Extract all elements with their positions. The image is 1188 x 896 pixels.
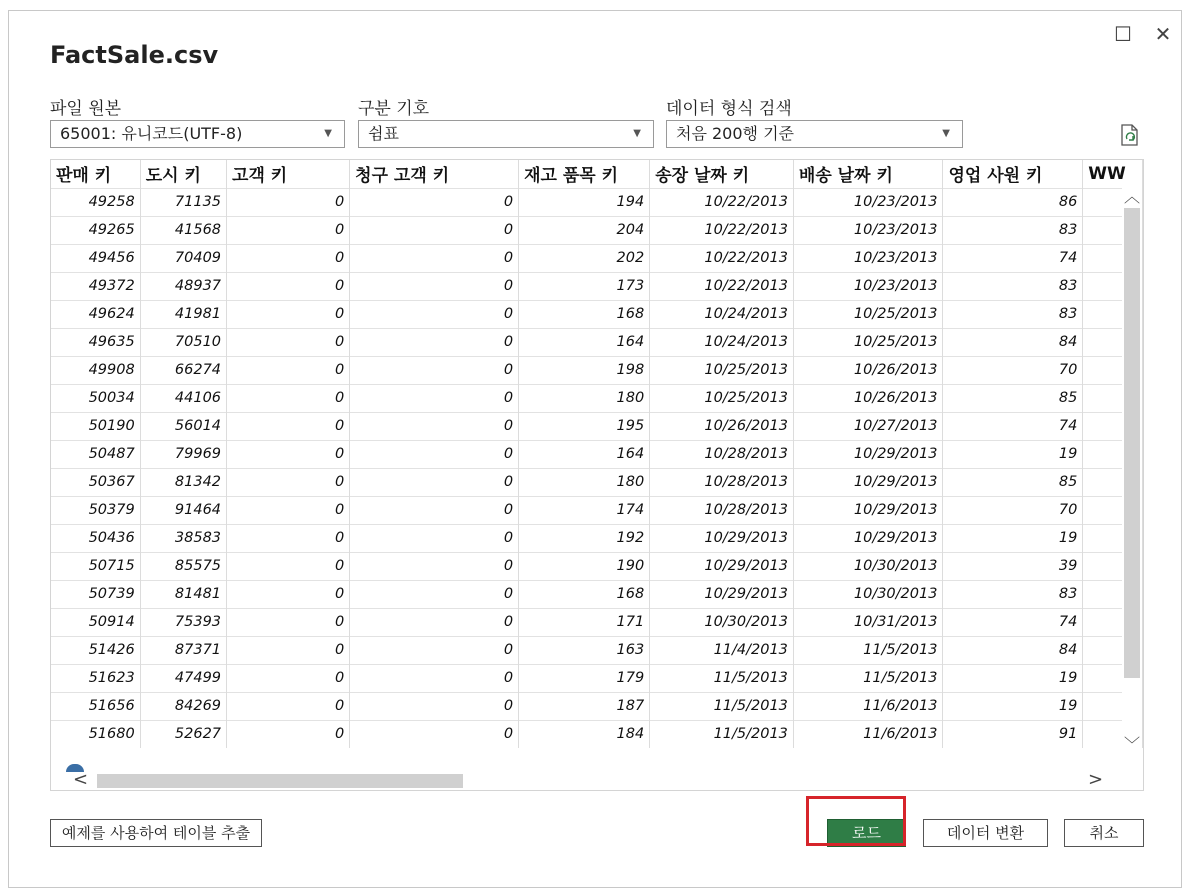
column-header[interactable]: WW	[1083, 160, 1143, 188]
data-type-detection-select[interactable]	[666, 120, 963, 148]
table-cell: 0	[350, 384, 519, 412]
table-cell: 0	[227, 468, 350, 496]
csv-import-dialog	[8, 10, 1182, 888]
table-cell: 0	[350, 664, 519, 692]
data-type-detection-label: 데이터 형식 검색	[666, 99, 792, 119]
table-cell: 50739	[51, 580, 140, 608]
table-cell: 0	[227, 244, 350, 272]
table-cell: 84269	[140, 692, 226, 720]
table-cell: 11/5/2013	[650, 692, 794, 720]
table-cell: 49635	[51, 328, 140, 356]
table-row	[51, 384, 1143, 412]
table-cell: 10/30/2013	[793, 580, 943, 608]
table-row	[51, 412, 1143, 440]
table-cell: 10/28/2013	[650, 440, 794, 468]
table-cell: 51680	[51, 720, 140, 748]
close-icon[interactable]: ✕	[1154, 22, 1172, 46]
table-cell: 41568	[140, 216, 226, 244]
table-row	[51, 524, 1143, 552]
table-cell: 0	[350, 608, 519, 636]
table-cell: 49258	[51, 188, 140, 216]
load-button-highlight	[806, 796, 906, 846]
table-cell: 10/22/2013	[650, 216, 794, 244]
table-cell: 0	[350, 244, 519, 272]
table-cell: 0	[227, 496, 350, 524]
table-cell: 190	[519, 552, 650, 580]
table-cell: 10/28/2013	[650, 496, 794, 524]
maximize-icon[interactable]: ☐	[1114, 22, 1132, 46]
table-cell: 84	[943, 636, 1083, 664]
table-cell: 0	[350, 496, 519, 524]
table-cell: 50367	[51, 468, 140, 496]
table-cell: 10/29/2013	[793, 440, 943, 468]
table-cell: 50914	[51, 608, 140, 636]
table-cell: 10/31/2013	[793, 608, 943, 636]
table-cell: 70	[943, 356, 1083, 384]
table-cell: 0	[350, 580, 519, 608]
horizontal-scrollbar[interactable]	[51, 770, 1122, 790]
table-cell: 0	[227, 580, 350, 608]
delimiter-select[interactable]	[358, 120, 654, 148]
table-row	[51, 496, 1143, 524]
table-cell: 10/26/2013	[793, 384, 943, 412]
table-cell: 0	[227, 300, 350, 328]
table-cell: 10/23/2013	[793, 244, 943, 272]
table-cell: 51426	[51, 636, 140, 664]
table-cell: 180	[519, 468, 650, 496]
table-cell: 52627	[140, 720, 226, 748]
transform-data-button[interactable]: 데이터 변환	[923, 819, 1048, 847]
table-cell: 168	[519, 580, 650, 608]
table-cell: 168	[519, 300, 650, 328]
chevron-down-icon: ▼	[324, 128, 332, 139]
table-row	[51, 664, 1143, 692]
table-cell: 0	[227, 552, 350, 580]
file-origin-label: 파일 원본	[50, 99, 122, 119]
refresh-document-icon[interactable]	[1119, 123, 1141, 147]
table-cell: 0	[227, 384, 350, 412]
table-cell: 51623	[51, 664, 140, 692]
table-cell: 44106	[140, 384, 226, 412]
table-cell: 0	[350, 300, 519, 328]
file-origin-select[interactable]	[50, 120, 345, 148]
table-cell: 0	[350, 216, 519, 244]
table-cell: 10/29/2013	[650, 552, 794, 580]
table-cell: 10/29/2013	[793, 496, 943, 524]
table-cell: 81342	[140, 468, 226, 496]
table-cell: 173	[519, 272, 650, 300]
table-cell: 49908	[51, 356, 140, 384]
column-header[interactable]: 고객 키	[227, 160, 350, 188]
table-cell: 10/29/2013	[793, 468, 943, 496]
table-cell: 0	[350, 440, 519, 468]
table-cell: 56014	[140, 412, 226, 440]
table-cell: 10/24/2013	[650, 328, 794, 356]
table-cell: 70409	[140, 244, 226, 272]
table-cell: 10/22/2013	[650, 272, 794, 300]
table-cell: 11/6/2013	[793, 720, 943, 748]
table-cell: 10/25/2013	[650, 384, 794, 412]
table-cell: 83	[943, 272, 1083, 300]
table-cell: 50379	[51, 496, 140, 524]
table-cell: 0	[350, 328, 519, 356]
table-cell: 49372	[51, 272, 140, 300]
column-header[interactable]: 청구 고객 키	[350, 160, 519, 188]
dialog-title: FactSale.csv	[50, 41, 219, 69]
table-cell: 164	[519, 328, 650, 356]
table-cell: 0	[350, 636, 519, 664]
table-cell: 19	[943, 524, 1083, 552]
table-cell: 10/30/2013	[793, 552, 943, 580]
table-cell: 184	[519, 720, 650, 748]
table-cell: 10/29/2013	[793, 524, 943, 552]
table-cell: 11/5/2013	[650, 720, 794, 748]
table-cell: 10/23/2013	[793, 216, 943, 244]
table-row	[51, 272, 1143, 300]
column-header[interactable]: 영업 사원 키	[943, 160, 1083, 188]
table-cell: 10/22/2013	[650, 244, 794, 272]
table-row	[51, 608, 1143, 636]
table-cell: 0	[227, 328, 350, 356]
table-cell: 171	[519, 608, 650, 636]
table-cell: 74	[943, 412, 1083, 440]
table-cell: 187	[519, 692, 650, 720]
table-cell: 0	[227, 692, 350, 720]
table-cell: 202	[519, 244, 650, 272]
table-cell: 0	[350, 524, 519, 552]
table-row	[51, 328, 1143, 356]
table-cell: 0	[227, 636, 350, 664]
table-cell: 50715	[51, 552, 140, 580]
scroll-down-icon[interactable]: ﹀	[1123, 735, 1140, 754]
table-cell: 39	[943, 552, 1083, 580]
table-cell: 48937	[140, 272, 226, 300]
table-cell: 75393	[140, 608, 226, 636]
table-cell: 85575	[140, 552, 226, 580]
table-cell: 0	[227, 272, 350, 300]
table-cell: 74	[943, 244, 1083, 272]
table-cell: 49624	[51, 300, 140, 328]
horizontal-scroll-thumb[interactable]	[97, 774, 463, 788]
delimiter-label: 구분 기호	[358, 99, 430, 119]
table-cell: 71135	[140, 188, 226, 216]
scroll-up-icon[interactable]: ︿	[1123, 187, 1140, 206]
table-cell: 19	[943, 692, 1083, 720]
table-cell: 0	[350, 412, 519, 440]
table-row	[51, 300, 1143, 328]
table-body	[51, 188, 1143, 748]
table-cell: 0	[227, 524, 350, 552]
table-cell: 11/4/2013	[650, 636, 794, 664]
table-cell: 198	[519, 356, 650, 384]
table-cell: 0	[227, 188, 350, 216]
table-cell: 70510	[140, 328, 226, 356]
table-cell: 10/25/2013	[793, 300, 943, 328]
table-cell: 10/25/2013	[650, 356, 794, 384]
table-row	[51, 244, 1143, 272]
data-type-detection-value: 처음 200행 기준	[676, 124, 794, 143]
table-cell: 11/5/2013	[793, 664, 943, 692]
table-cell: 49456	[51, 244, 140, 272]
table-cell: 83	[943, 216, 1083, 244]
table-cell: 0	[227, 216, 350, 244]
extract-table-using-examples-button[interactable]: 예제를 사용하여 테이블 추출	[50, 819, 262, 847]
table-cell: 83	[943, 300, 1083, 328]
table-cell: 0	[350, 468, 519, 496]
table-cell: 174	[519, 496, 650, 524]
table-cell: 87371	[140, 636, 226, 664]
table-cell: 91	[943, 720, 1083, 748]
cancel-button[interactable]: 취소	[1064, 819, 1144, 847]
table-cell: 179	[519, 664, 650, 692]
table-cell: 83	[943, 580, 1083, 608]
table-cell: 79969	[140, 440, 226, 468]
table-cell: 164	[519, 440, 650, 468]
table-cell: 70	[943, 496, 1083, 524]
table-cell: 86	[943, 188, 1083, 216]
column-header[interactable]: 재고 품목 키	[519, 160, 650, 188]
table-cell: 180	[519, 384, 650, 412]
table-row	[51, 216, 1143, 244]
table-cell: 0	[350, 356, 519, 384]
scroll-left-icon[interactable]: <	[73, 769, 89, 790]
column-header[interactable]: 도시 키	[140, 160, 226, 188]
scroll-right-icon[interactable]: >	[1088, 769, 1104, 790]
table-row	[51, 580, 1143, 608]
table-cell: 163	[519, 636, 650, 664]
table-cell: 10/26/2013	[650, 412, 794, 440]
table-cell: 84	[943, 328, 1083, 356]
table-cell: 0	[227, 356, 350, 384]
chevron-down-icon: ▼	[942, 128, 950, 139]
column-header[interactable]: 배송 날짜 키	[793, 160, 943, 188]
table-cell: 10/29/2013	[650, 580, 794, 608]
table-cell: 11/5/2013	[650, 664, 794, 692]
table-row	[51, 552, 1143, 580]
table-cell: 85	[943, 468, 1083, 496]
table-row	[51, 188, 1143, 216]
table-cell: 85	[943, 384, 1083, 412]
table-cell: 0	[227, 440, 350, 468]
table-cell: 41981	[140, 300, 226, 328]
file-origin-value: 65001: 유니코드(UTF-8)	[60, 124, 243, 143]
table-row	[51, 692, 1143, 720]
delimiter-value: 쉼표	[368, 124, 399, 143]
table-cell: 10/26/2013	[793, 356, 943, 384]
table-cell: 0	[350, 272, 519, 300]
table-cell: 11/5/2013	[793, 636, 943, 664]
table-cell: 10/25/2013	[793, 328, 943, 356]
column-header[interactable]: 송장 날짜 키	[650, 160, 794, 188]
table-cell: 10/24/2013	[650, 300, 794, 328]
table-cell: 50487	[51, 440, 140, 468]
table-cell: 0	[227, 608, 350, 636]
table-cell: 10/30/2013	[650, 608, 794, 636]
table-cell: 0	[227, 412, 350, 440]
table-cell: 0	[350, 552, 519, 580]
table-cell: 81481	[140, 580, 226, 608]
table-cell: 0	[350, 720, 519, 748]
load-button[interactable]: 로드	[827, 819, 906, 847]
table-cell: 19	[943, 664, 1083, 692]
table-row	[51, 468, 1143, 496]
table-cell: 0	[350, 188, 519, 216]
table-cell: 50034	[51, 384, 140, 412]
table-row	[51, 720, 1143, 748]
table-cell: 91464	[140, 496, 226, 524]
table-cell: 10/29/2013	[650, 524, 794, 552]
table-cell: 11/6/2013	[793, 692, 943, 720]
table-cell: 10/22/2013	[650, 188, 794, 216]
table-cell: 10/28/2013	[650, 468, 794, 496]
table-cell: 192	[519, 524, 650, 552]
table-cell: 47499	[140, 664, 226, 692]
table-cell: 0	[227, 664, 350, 692]
table-row	[51, 356, 1143, 384]
preview-table	[51, 160, 1143, 748]
table-cell: 19	[943, 440, 1083, 468]
table-cell: 0	[350, 692, 519, 720]
table-cell: 0	[227, 720, 350, 748]
chevron-down-icon: ▼	[633, 128, 641, 139]
vertical-scroll-thumb[interactable]	[1124, 208, 1140, 678]
table-cell: 50436	[51, 524, 140, 552]
table-header-row	[51, 160, 1143, 188]
table-cell: 10/23/2013	[793, 272, 943, 300]
table-cell: 194	[519, 188, 650, 216]
table-cell: 66274	[140, 356, 226, 384]
vertical-scrollbar[interactable]	[1122, 187, 1142, 754]
table-cell: 195	[519, 412, 650, 440]
table-cell: 51656	[51, 692, 140, 720]
table-cell: 49265	[51, 216, 140, 244]
data-preview-grid[interactable]	[50, 159, 1144, 791]
table-row	[51, 440, 1143, 468]
table-cell: 50190	[51, 412, 140, 440]
table-cell: 38583	[140, 524, 226, 552]
table-cell: 10/27/2013	[793, 412, 943, 440]
table-row	[51, 636, 1143, 664]
table-cell: 10/23/2013	[793, 188, 943, 216]
table-cell: 204	[519, 216, 650, 244]
column-header[interactable]: 판매 키	[51, 160, 140, 188]
table-cell: 74	[943, 608, 1083, 636]
